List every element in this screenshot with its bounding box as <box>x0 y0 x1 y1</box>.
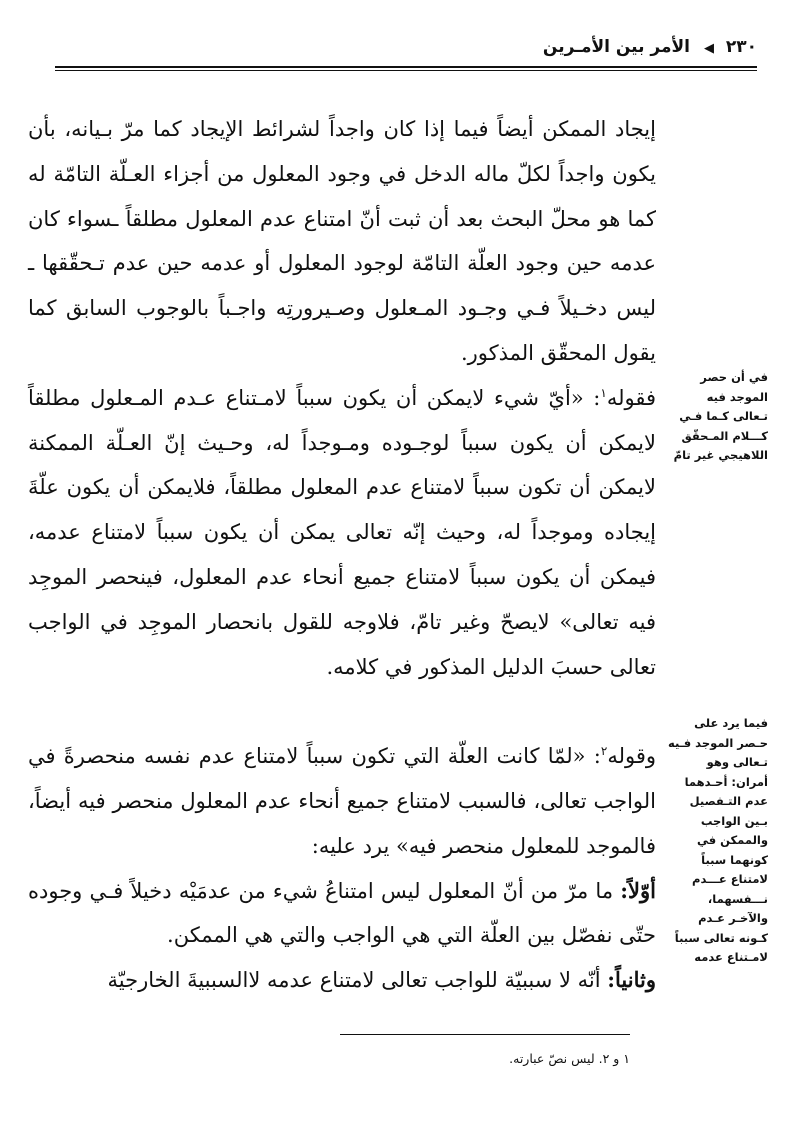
second-point-label: وثانياً: <box>607 967 656 993</box>
paragraph-5-text: أنّه لا سببيّة للواجب تعالى لامتناع عدمه لاالسببيةَ الخارجيّة <box>107 968 608 993</box>
paragraph-4-text: ما مرّ من أنّ المعلول ليس امتناعُ شيء من عدمَيْه دخيلاً فـي وجوده حتّى نفصّل بين العلّة التي هي الواجب والتي هي الممكن. <box>28 878 656 948</box>
paragraph-4 <box>28 869 656 959</box>
footnote-ref-1: ١ <box>600 385 607 400</box>
main-text <box>28 107 656 1003</box>
header-rule-thin <box>55 70 757 71</box>
paragraph-3-text: : «لمّا كانت العلّة التي تكون سبباً لامتناع عدم نفسه منحصرةً في الواجب تعالى، فالسبب لامتناع جميع أنحاء عدم المعلول منحصر فيه أيضاً، فالموجد للمعلول منحصر فيه» يرد عليه: <box>28 744 656 858</box>
paragraph-5 <box>28 958 656 1003</box>
footnote: ١ و ٢. ليس نصّ عبارته. <box>509 1051 630 1066</box>
paragraph-3-lead: وقوله <box>607 744 656 769</box>
running-title: الأمر بين الأمـرين <box>542 37 691 57</box>
margin-note-1: في أن حصر الموجد فيه تـعالى كـما فـي كـــلام المـحقّق اللاهيجي غير تامّ <box>673 370 768 462</box>
paragraph-2-text: : «أيّ شيء لايمكن أن يكون سبباً لامـتناع عـدم المـعلول مطلقاً لايمكن أن يكون سبباً لوجـوده ومـوجداً له، وحـيث إنّ العـلّة الممكنة لايمكن أن تكون سبباً لامتناع عدم المعلول مطلقاً، فلايمكن أن يكون علّةَ إيجاده وموجداً له، وحيث إنّه تعالى يمكن أن يكون سبباً لامتناع عدمه، فيمكن أن يكون سبباً لامتناع جميع أنحاء عدم المعلول، فينحصر الموجِد فيه تعالى» لايصحّ وغير تامّ، فلاوجه للقول بانحصار الموجِد في الواجب تعالى حسبَ الدليل المذكور في كلامه. <box>28 385 656 679</box>
footnote-ref-2: ٢ <box>600 744 608 759</box>
paragraph-1: إيجاد الممكن أيضاً فيما إذا كان واجداً لشرائط الإيجاد كما مرّ بـيانه، بأن يكون واجداً لكلّ ماله الدخل في وجود المعلول من أجزاء العـلّة التامّة له كما هو محلّ البحث بعد أن ثبت أنّ امتناع عدم المعلول مطلقاً ـسواء كان عدمه حين وجود العلّة التامّة لوجود المعلول أو عدمه حين عدم تـحقّقها ـ ليس دخـيلاً فـي وجـود المـعلول وصـيرورتِه واجـباً بالوجوب السابق كما يقول المحقّق المذكور. <box>28 117 656 365</box>
first-point-label: أوّلاً: <box>620 877 656 903</box>
paragraph-3 <box>28 734 656 868</box>
triangle-pointing-left-icon: ◀ <box>703 41 714 56</box>
paragraph-2-lead: فقوله <box>606 385 656 410</box>
running-header <box>55 34 757 60</box>
paragraph-2 <box>28 376 656 734</box>
header-rule <box>55 66 757 68</box>
page-number: ٢٣٠ <box>725 37 757 57</box>
footnote-rule <box>340 1034 630 1035</box>
margin-note-2: فيما يرد على حـصر الموجد فـيه تـعالى وهو أمران: أحـدهما عدم التـفصيل بـين الواجب والممكن في كونهما سبباً لامتناع عـــدم نـــفسهما، والآخـر عـدم كـونه تعالى سبباً لامـتناع عدمه <box>668 716 768 964</box>
